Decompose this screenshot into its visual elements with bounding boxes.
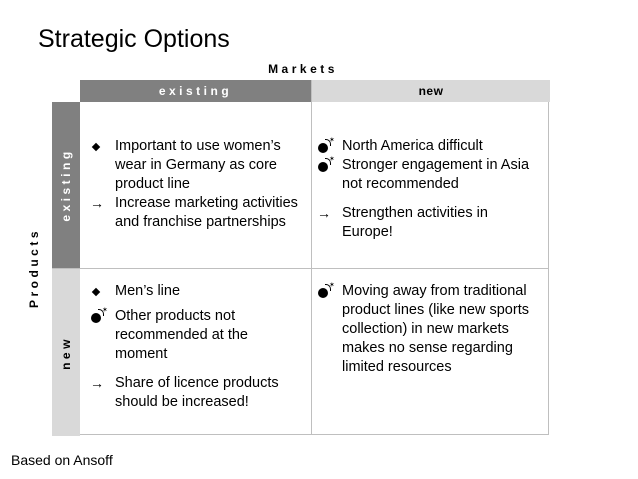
list-item bbox=[90, 137, 305, 194]
diamond-bullet-icon bbox=[90, 137, 110, 156]
arrow-bullet-icon: → bbox=[90, 375, 104, 391]
bomb-bullet-icon: ✶ bbox=[317, 137, 337, 156]
row-header-existing bbox=[52, 102, 80, 268]
item-text: Other products not recommended at the moment bbox=[115, 308, 248, 362]
bomb-bullet-icon: ✶ bbox=[90, 307, 110, 326]
grid-border-right bbox=[548, 102, 549, 435]
row-label-new: new bbox=[59, 335, 73, 370]
cell-new-existing bbox=[90, 282, 295, 412]
markets-axis-label: Markets bbox=[268, 62, 338, 76]
diamond-bullet-icon bbox=[90, 282, 110, 301]
item-text: Important to use women’s wear in Germany as core product line bbox=[115, 138, 281, 192]
products-axis-label: Products bbox=[27, 228, 41, 309]
grid-divider-horizontal bbox=[80, 268, 549, 269]
row-header-new bbox=[52, 268, 80, 436]
page-title: Strategic Options bbox=[38, 25, 230, 53]
item-text: Moving away from traditional product lines (like new sports collection) in new markets makes no sense regarding limited resources bbox=[342, 283, 529, 375]
list-item bbox=[317, 137, 542, 156]
list-item bbox=[317, 156, 542, 194]
item-text: North America difficult bbox=[342, 138, 483, 154]
bomb-bullet-icon: ✶ bbox=[317, 282, 337, 301]
cell-new-new bbox=[317, 282, 542, 377]
cell-existing-new bbox=[317, 137, 542, 242]
list-item bbox=[90, 282, 295, 301]
item-text: Share of licence products should be increased! bbox=[115, 375, 279, 410]
item-text: Men’s line bbox=[115, 283, 181, 299]
item-text: Stronger engagement in Asia not recommended bbox=[342, 157, 530, 192]
list-item bbox=[90, 307, 295, 364]
grid-border-bottom bbox=[80, 434, 549, 435]
list-item bbox=[317, 204, 542, 242]
list-item bbox=[90, 194, 305, 232]
item-text: Strengthen activities in Europe! bbox=[342, 205, 488, 240]
list-item bbox=[90, 374, 295, 412]
item-text: Increase marketing activities and franchise partnerships bbox=[115, 195, 298, 230]
bomb-bullet-icon: ✶ bbox=[317, 156, 337, 175]
footer-note: Based on Ansoff bbox=[11, 452, 113, 468]
arrow-bullet-icon: → bbox=[317, 205, 331, 221]
column-header-new: new bbox=[311, 80, 550, 102]
column-header-existing: existing bbox=[80, 80, 311, 102]
list-item bbox=[317, 282, 542, 377]
arrow-bullet-icon: → bbox=[90, 195, 104, 211]
row-label-existing: existing bbox=[59, 148, 73, 222]
cell-existing-existing bbox=[90, 137, 305, 232]
